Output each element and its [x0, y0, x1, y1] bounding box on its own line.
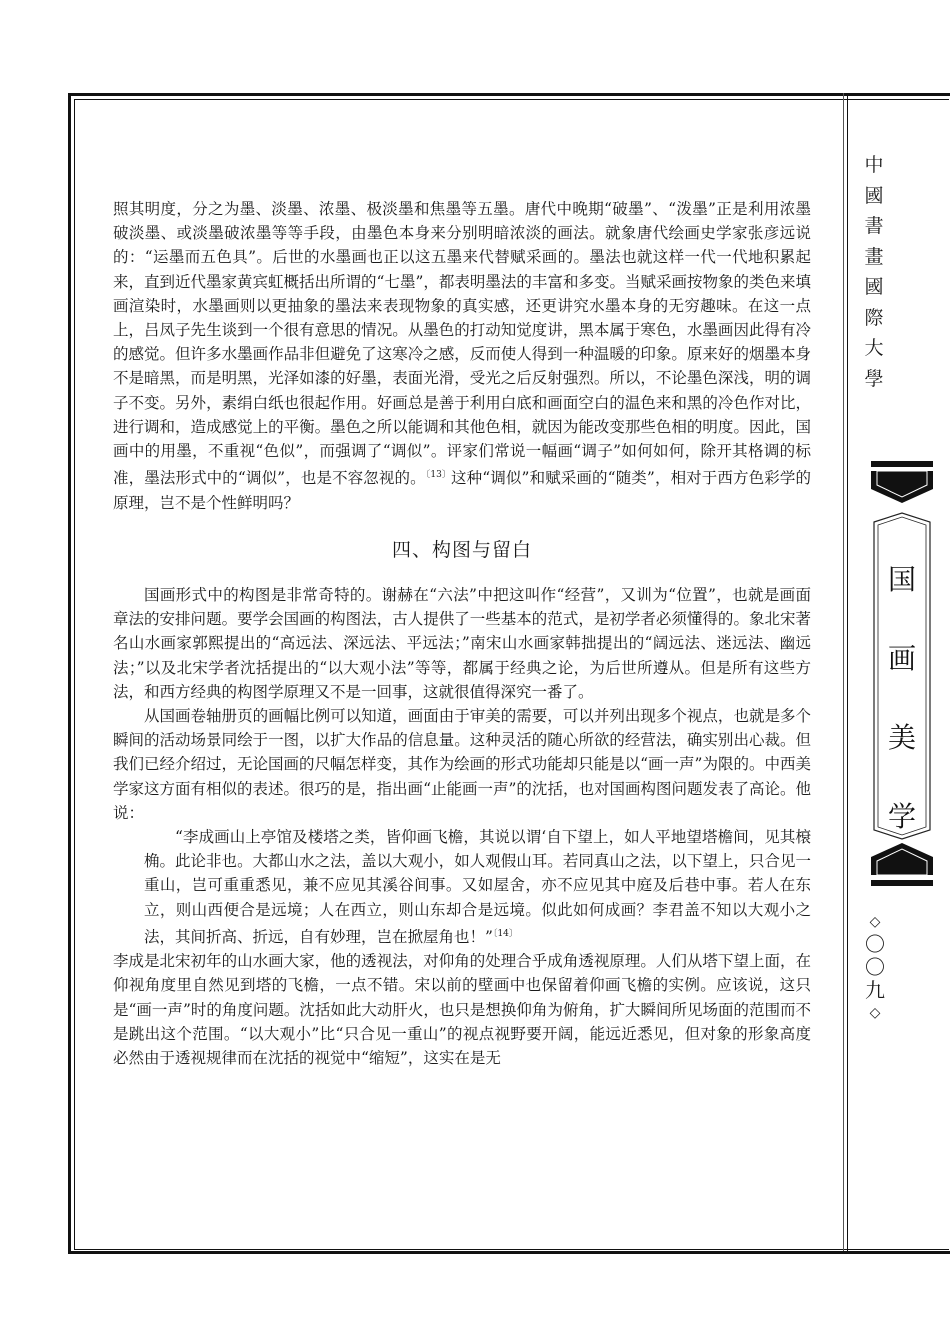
page-number-digit: 〇: [865, 932, 885, 956]
diamond-icon: ◇: [869, 1005, 881, 1021]
school-char: 國: [864, 276, 884, 298]
page-number-digit: 九: [865, 978, 885, 1002]
page-number: [861, 911, 889, 1024]
side-rule: [843, 93, 844, 1251]
block-quote: [113, 825, 811, 949]
side-rule: [847, 93, 848, 1251]
book-title: [872, 540, 932, 856]
main-text: [113, 197, 811, 1070]
title-chevron-bottom: [871, 843, 933, 875]
school-char: 畫: [864, 245, 884, 268]
paragraph: 从国画卷轴册页的画幅比例可以知道，画面由于审美的需要，可以并列出现多个视点，也就是多个瞬间的活动场景同绘于一图，以扩大作品的信息量。这种灵活的随心所欲的经营法，确实别出心裁。但我们已经介绍过，无论国画的尺幅怎样变，其作为绘画的形式功能却只能是以“画一声”为限的。中西美学家这方面有相似的表述。很巧的是，指出画“止能画一声”的沈括，也对国画构图问题发表了高论。他说：: [113, 707, 811, 822]
footnote-ref: 〔14〕: [492, 928, 518, 939]
paragraph: 国画形式中的构图是非常奇特的。谢赫在“六法”中把这叫作“经营”，又训为“位置”，也就是画面章法的安排问题。要学会国画的构图法，古人提供了一些基本的范式，是初学者必须懂得的。象北宋著名山水画家郭熙提出的“高远法、深远法、平远法；”南宋山水画家韩拙提出的“阔远法、迷远法、幽远法；”以及北宋学者沈括提出的“以大观小法”等等，都属于经典之论，为后世所遵从。但是所有这些方法，和西方经典的构图学原理又不是一回事，这就很值得深究一番了。: [113, 586, 811, 701]
footnote-ref: 〔13〕: [425, 470, 452, 481]
school-char: 國: [864, 184, 884, 207]
school-char: 學: [864, 367, 884, 390]
book-title-char: 国: [887, 563, 916, 596]
title-chevron-top: [871, 471, 933, 503]
school-name: [859, 150, 889, 394]
book-title-char: 美: [887, 721, 916, 754]
title-band-bottom: [871, 880, 933, 886]
paragraph-text: 这种“调似”和赋采画的“随类”，相对于西方色彩学的原理，岂不是个性鲜明吗？: [113, 469, 811, 512]
school-char: 書: [864, 215, 884, 237]
diamond-icon: ◇: [869, 914, 881, 930]
book-title-char: 画: [887, 642, 916, 675]
school-char: 際: [864, 306, 884, 329]
title-band-top: [871, 461, 933, 467]
quote-text: “李成画山上亭馆及楼塔之类，皆仰画飞檐，其说以谓‘自下望上，如人平地望塔檐间，见其榱桷。此论非也。大都山水之法，盖以大观小，如人观假山耳。若同真山之法，以下望上，只合见一重山，岂可重重悉见，兼不应见其溪谷间事。又如屋舍，亦不应见其中庭及后巷中事。若人在东立，则山西便合是远境；人在西立，则山东却合是远境。似此如何成画？李君盖不知以大观小之法，其间折高、折远，自有妙理，岂在掀屋角也！”: [144, 828, 811, 946]
paragraph: 李成是北宋初年的山水画大家，他的透视法，对仰角的处理合乎成角透视原理。人们从塔下望上面，在仰视角度里自然见到塔的飞檐，一点不错。宋以前的壁画中也保留着仰画飞檐的实例。应该说，这只是“画一声”时的角度问题。沈括如此大动肝火，也只是想换仰角为俯角，扩大瞬间所见场面的范围而不是跳出这个范围。“以大观小”比“只合见一重山”的视点视野要开阔，能远近悉见，但对象的形象高度必然由于透视规律而在沈括的视觉中“缩短”，这实在是无: [113, 952, 811, 1068]
book-title-char: 学: [887, 800, 916, 833]
school-char: 中: [864, 154, 884, 176]
paragraph: [113, 197, 811, 515]
school-char: 大: [864, 337, 884, 359]
paragraph-text: 照其明度，分之为墨、淡墨、浓墨、极淡墨和焦墨等五墨。唐代中晚期“破墨”、“泼墨”正是利用浓墨破淡墨、或淡墨破浓墨等等手段，由墨色本身来分别明暗浓淡的画法。就象唐代绘画史学家张彦远说的：“运墨而五色具”。后世的水墨画也正以这五墨来代替赋采画的。墨法也就这样一代一代地积累起来，直到近代墨家黄宾虹概括出所谓的“七墨”，都表明墨法的丰富和多变。当赋采画按物象的类色来填画渲染时，水墨画则以更抽象的墨法来表现物象的真实感，还更讲究水墨本身的无穷趣味。在这一点上，吕凤子先生谈到一个很有意思的情况。从墨色的打动知觉度讲，黑本属于寒色，水墨画因此得有冷的感觉。但许多水墨画作品非但避免了这寒冷之感，反而使人得到一种温暖的印象。原来好的烟墨本身不是暗黑，而是明黑，光泽如漆的好墨，表面光滑，受光之后反射强烈。所以，不论墨色深浅，明的调子不变。另外，素绢白纸也很起作用。好画总是善于利用白底和画面空白的温色来和黑的冷色作对比，进行调和，造成感觉上的平衡。墨色之所以能调和其他色相，就因为能改变那些色相的明度。因此，国画中的用墨，不重视“色似”，而强调了“调似”。评家们常说一幅画“调子”如何如何，除开其格调的标准，墨法形式中的“调似”，也是不容忽视的。: [113, 200, 811, 488]
section-heading: 四、构图与留白: [391, 538, 532, 561]
page-number-digit: 〇: [865, 955, 885, 979]
